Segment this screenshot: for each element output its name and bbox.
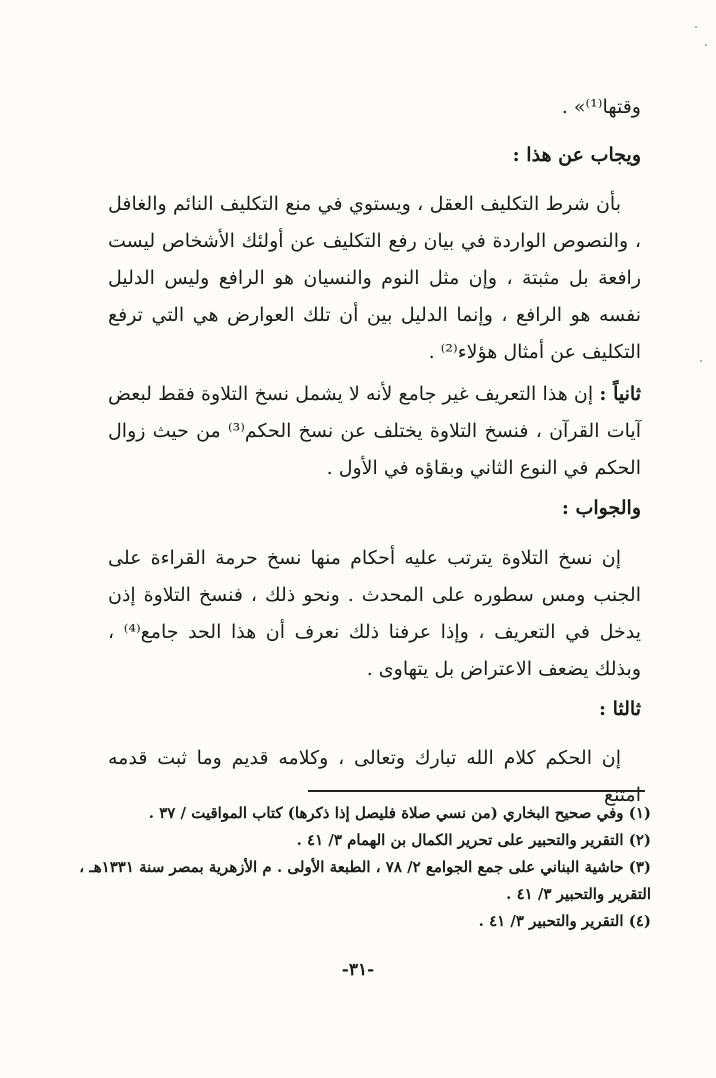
paragraph-2-text: إن هذا التعريف غير جامع لأنه لا يشمل نسخ التلاوة فقط لبعض آيات القرآن ، فنسخ التلاوة يختلف عن نسخ الحكم⁽³⁾ من حيث زوال الحكم في النوع الثاني وبقاؤه في الأول . (108, 383, 641, 479)
footnote-1: (١) وفي صحيح البخاري (من نسي صلاة فليصل إذا ذكرها) كتاب المواقيت / ٣٧ . (148, 804, 651, 822)
footnote-list (66, 800, 651, 935)
opening-line: وقتها⁽¹⁾» . (561, 96, 641, 118)
page-number: -٣١- (341, 960, 375, 980)
footnote-3: (٣) حاشية البناني على جمع الجوامع ٢/ ٧٨ ، الطبعة الأولى . م الأزهرية بمصر سنة ١٣٣١هـ ، التقرير والتحبير ٣/ ٤١ . (79, 858, 651, 903)
paper-speck (700, 360, 702, 362)
footnote-2: (٢) التقرير والتحبير على تحرير الكمال بن الهمام ٣/ ٤١ . (296, 831, 651, 849)
third-label: ثالثا : (598, 698, 641, 720)
paper-speck (695, 26, 697, 28)
footnote-4: (٤) التقرير والتحبير ٣/ ٤١ . (478, 912, 651, 930)
paragraph-1: بأن شرط التكليف العقل ، ويستوي في منع التكليف النائم والغافل ، والنصوص الواردة في بيان رفع التكليف عن أولئك الأشخاص ليست رافعة بل مثبتة ، وإن مثل النوم والنسيان هو الرافع وليس الدليل نفسه هو الرافع ، وإنما الدليل بين أن تلك العوارض هي التي ترفع التكليف عن أمثال هؤلاء⁽²⁾ . (108, 193, 641, 363)
footnote-separator (308, 790, 645, 792)
heading-reply: والجواب : (561, 497, 641, 519)
paper-speck (705, 44, 707, 46)
heading-answer: ويجاب عن هذا : (512, 144, 641, 166)
paragraph-4: إن الحكم كلام الله تبارك وتعالى ، وكلامه قديم وما ثبت قدمه امتنع (108, 747, 641, 806)
second-label: ثانياً : (599, 383, 641, 405)
paragraph-2 (108, 376, 641, 487)
paragraph-3: إن نسخ التلاوة يترتب عليه أحكام منها نسخ حرمة القراءة على الجنب ومس سطوره على المحدث . ونحو ذلك ، فنسخ التلاوة إذن يدخل في التعريف ، وإذا عرفنا ذلك نعرف أن هذا الحد جامع⁽⁴⁾ ، وبذلك يضعف الاعتراض بل يتهاوى . (108, 547, 641, 680)
